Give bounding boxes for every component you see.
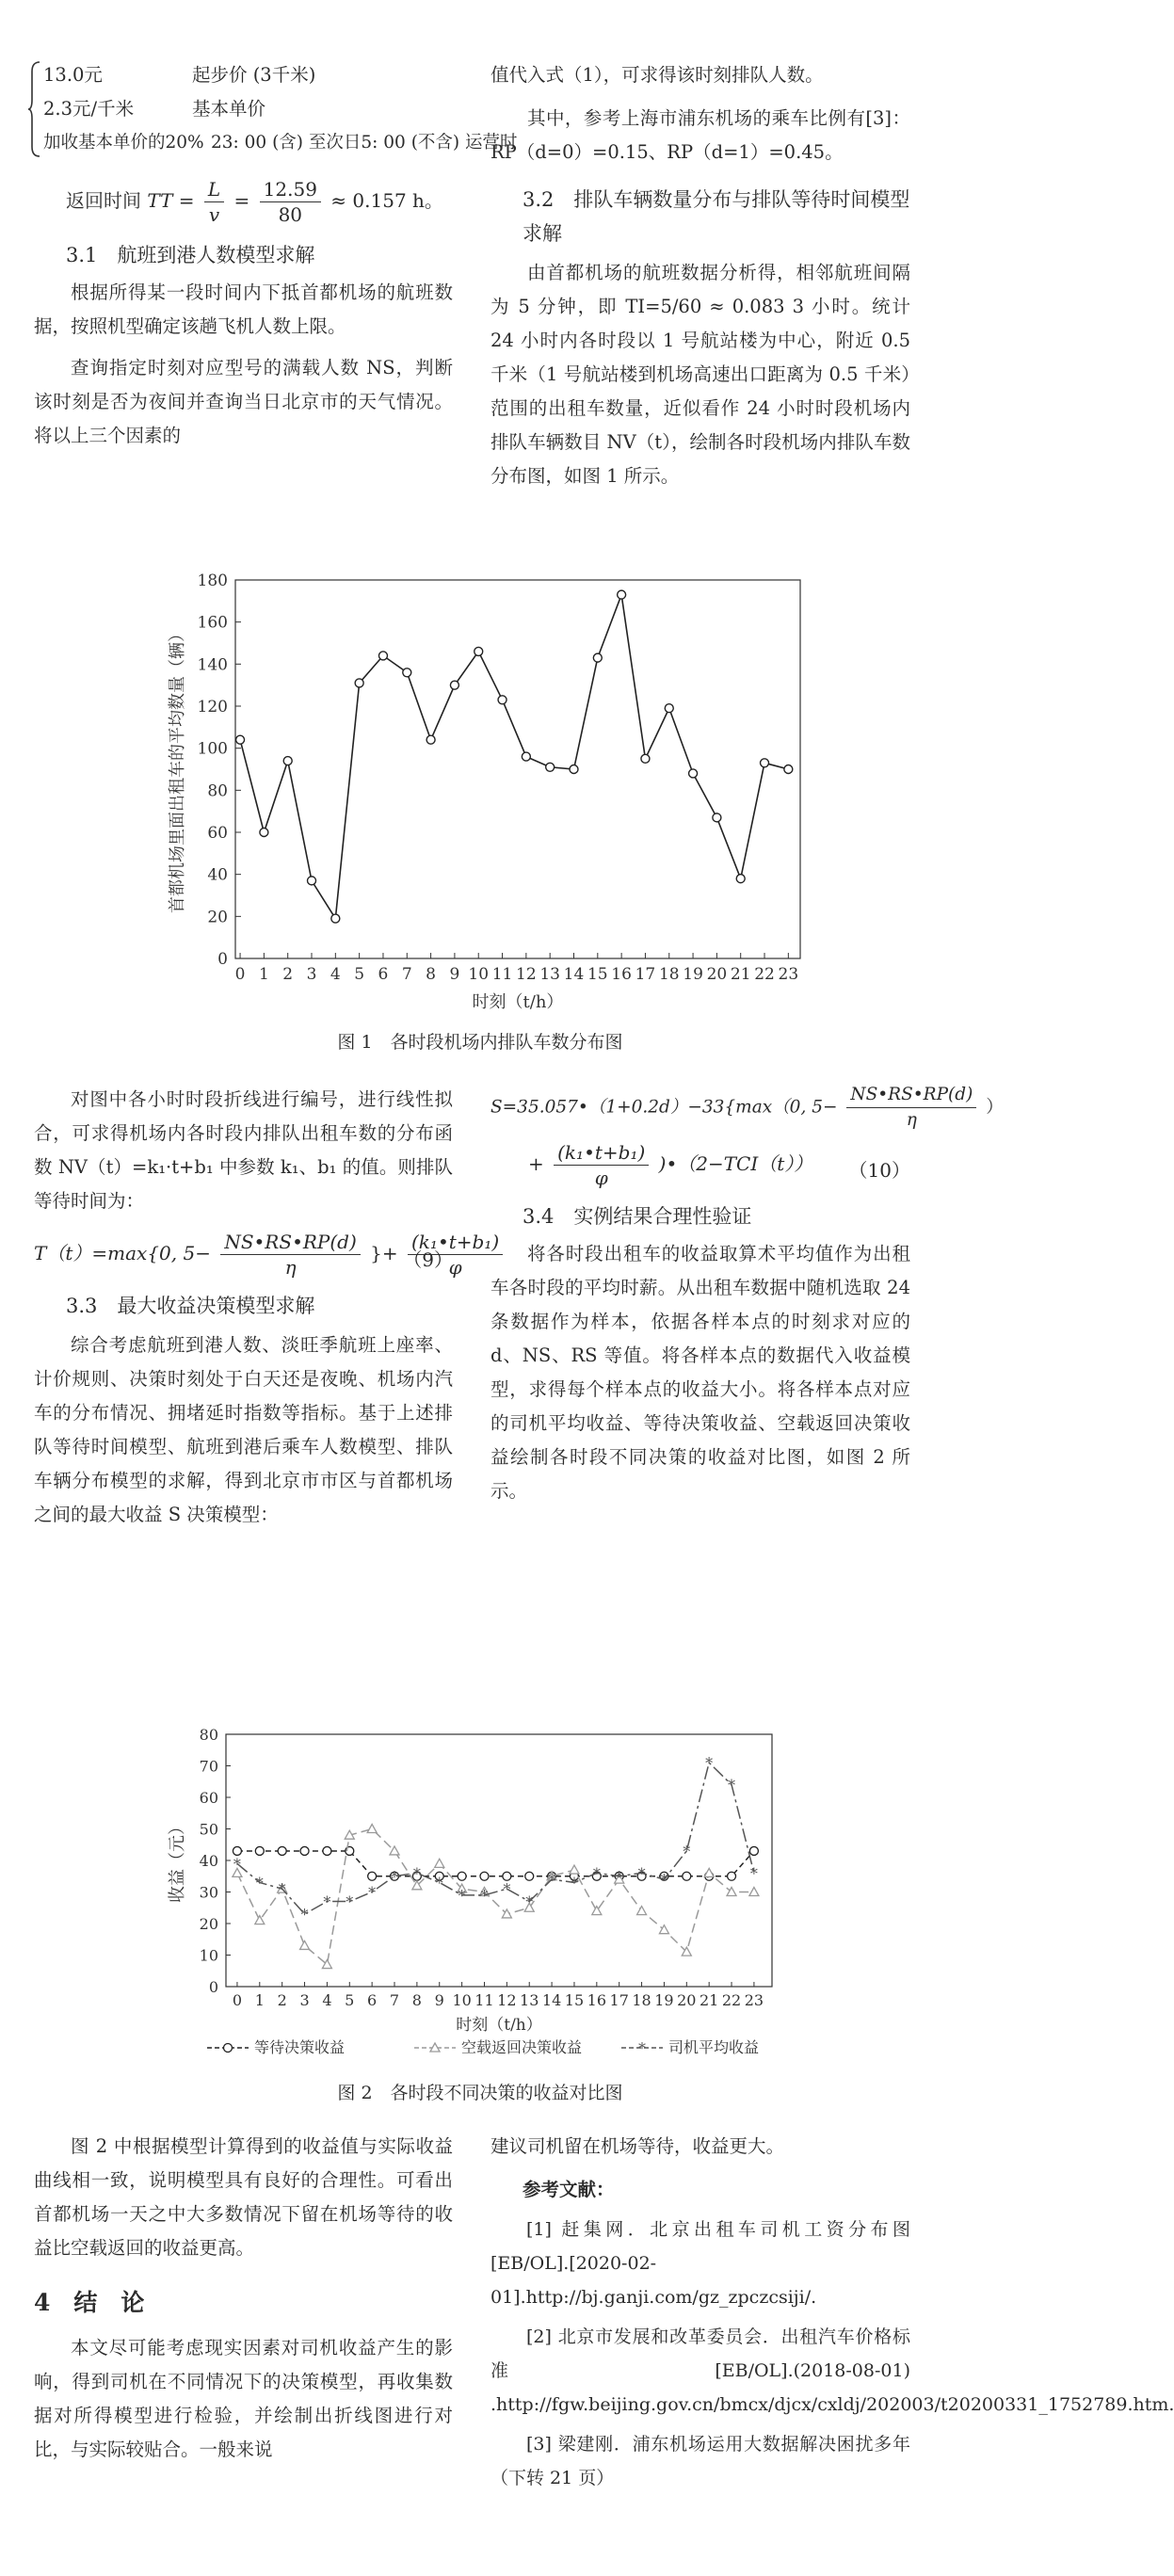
bottom-right-column	[491, 2130, 1174, 2495]
fare-row	[43, 126, 518, 160]
x-tick-label: 14	[541, 1991, 562, 2009]
y-axis-label: 首都机场里面出租车的平均数量（辆）	[168, 625, 187, 913]
data-point	[704, 1868, 714, 1876]
y-tick-label: 0	[217, 950, 228, 969]
data-point	[355, 679, 363, 687]
fare-value: 2.3元/千米	[43, 98, 135, 120]
fare-brace	[28, 60, 41, 158]
data-point: *	[503, 1880, 511, 1899]
data-point	[233, 1846, 241, 1855]
series-line	[237, 1763, 754, 1914]
x-tick-label: 18	[658, 965, 680, 984]
reference-item: [1] 赶集网．北京出租车司机工资分布图 [EB/OL].[2020-02-01].http://bj.ganji.com/gz_zpczcsiji/.	[491, 2219, 910, 2308]
paragraph: 值代入式（1），可求得该时刻排队人数。	[491, 64, 824, 86]
data-point	[308, 877, 316, 885]
data-point: *	[300, 1905, 309, 1924]
x-tick-label: 11	[474, 1991, 494, 2009]
paragraph: 其中，参考上海市浦东机场的乘车比例有[3]：RP（d=0）=0.15、RP（d=1）=0.45。	[491, 107, 910, 163]
x-tick-label: 10	[468, 965, 490, 984]
data-point	[458, 1872, 466, 1880]
x-tick-label: 15	[587, 965, 608, 984]
y-tick-label: 0	[208, 1978, 218, 1996]
data-point	[522, 752, 530, 761]
x-tick-label: 8	[426, 965, 437, 984]
paragraph: 图 2 中根据模型计算得到的收益值与实际收益曲线相一致，说明模型具有良好的合理性。可看出首都机场一天之中大多数情况下留在机场等待的收益比空载返回的收益更高。	[34, 2135, 453, 2259]
data-point	[736, 875, 745, 883]
figure-1	[141, 563, 819, 1053]
data-point	[255, 1846, 264, 1855]
data-point	[498, 696, 507, 704]
reference-item: [3] 梁建刚．浦东机场运用大数据解决困扰多年（下转 21 页）	[491, 2434, 910, 2488]
references-title: 参考文献：	[523, 2179, 615, 2200]
y-tick-label: 40	[199, 1852, 218, 1870]
x-tick-label: 1	[254, 1991, 265, 2009]
data-point: *	[749, 1864, 758, 1883]
legend-label: 等待决策收益	[254, 2038, 346, 2056]
data-point	[641, 754, 650, 763]
data-point: *	[637, 1864, 646, 1883]
data-point	[593, 653, 602, 662]
data-point	[323, 1846, 331, 1855]
data-point: *	[592, 1864, 601, 1883]
data-point: *	[368, 1883, 377, 1902]
x-tick-label: 7	[389, 1991, 400, 2009]
equation-number: （10）	[848, 1159, 910, 1182]
fare-desc: 23: 00 (含) 至次日5: 00 (不含) 运营时	[211, 133, 518, 153]
figure-1-caption: 图 1 各时段机场内排队车数分布图	[337, 1032, 623, 1053]
data-point	[378, 652, 387, 660]
data-point	[283, 757, 292, 765]
fare-row	[43, 58, 453, 92]
data-point: *	[548, 1871, 556, 1890]
figure-2-chart	[141, 1723, 819, 2071]
y-tick-label: 80	[207, 781, 228, 801]
data-point	[570, 765, 578, 774]
equation-10-line-1: S=35.057•（1+0.2d）−33{max（0, 5− $\frac{NS•RS•RP(d)}{\eta}$ ）	[491, 1085, 1004, 1130]
figure-2-caption: 图 2 各时段不同决策的收益对比图	[337, 2083, 623, 2103]
legend-label: 空载返回决策收益	[461, 2038, 583, 2056]
x-tick-label: 21	[730, 965, 751, 984]
x-tick-label: 12	[497, 1991, 517, 2009]
data-point: *	[412, 1864, 421, 1883]
x-tick-label: 3	[299, 1991, 310, 2009]
equation-9: T（t）=max{0, 5− $\frac{NS•RS•RP(d)}{\eta}$ }+ $\frac{\text{(k₁•t+b₁)}}{\varphi}$ （9）	[34, 1230, 453, 1280]
data-point	[749, 1888, 759, 1896]
fare-row	[43, 92, 453, 126]
data-point	[784, 765, 793, 774]
data-point	[236, 735, 245, 744]
paragraph: 由首都机场的航班数据分析得，相邻航班间隔为 5 分钟，即 TI=5/60 ≈ 0.083 3 小时。统计 24 小时内各时段以 1 号航站楼为中心，附近 0.5 千米（1 号航站楼到机场高速出口距离为 0.5 千米）范围的出租车数量，近似看作 24 小时时段机场内排队车辆数目 NV（t），绘制各时段机场内排队车数分布图，如图 1 所示。	[491, 262, 910, 487]
data-point	[435, 1859, 444, 1867]
x-tick-label: 14	[563, 965, 585, 984]
series-line	[240, 595, 788, 919]
x-tick-label: 12	[516, 965, 537, 984]
y-tick-label: 60	[199, 1789, 218, 1807]
data-point: *	[255, 1874, 264, 1892]
data-point: *	[480, 1886, 489, 1905]
y-tick-label: 120	[197, 698, 228, 716]
fare-table	[34, 58, 518, 160]
data-point: *	[638, 2039, 646, 2057]
x-tick-label: 1	[258, 965, 269, 984]
x-tick-label: 22	[721, 1991, 742, 2009]
section-3-1-title: 3.1 航班到港人数模型求解	[66, 244, 315, 266]
figure-1-chart	[141, 563, 819, 1024]
y-axis-label: 收益（元）	[168, 1818, 187, 1903]
data-point: *	[391, 1867, 399, 1886]
x-tick-label: 0	[234, 965, 246, 984]
x-tick-label: 17	[609, 1991, 629, 2009]
x-tick-label: 2	[282, 965, 294, 984]
plot-frame	[235, 580, 800, 958]
data-point	[368, 1872, 377, 1880]
equation-number: （9）	[403, 1248, 453, 1271]
data-point	[450, 681, 458, 689]
data-point	[300, 1940, 310, 1949]
section-4-title: 4 结 论	[34, 2289, 145, 2316]
data-point	[224, 2044, 233, 2053]
x-tick-label: 6	[367, 1991, 378, 2009]
data-point	[665, 704, 673, 713]
x-tick-label: 0	[232, 1991, 243, 2009]
x-tick-label: 11	[491, 965, 513, 984]
x-tick-label: 3	[306, 965, 317, 984]
data-point: *	[570, 1874, 578, 1892]
data-point: *	[728, 1776, 736, 1795]
y-tick-label: 80	[199, 1726, 218, 1744]
y-tick-label: 30	[199, 1883, 218, 1902]
x-axis-label: 时刻（t/h）	[456, 2016, 542, 2035]
data-point: *	[346, 1892, 354, 1911]
y-tick-label: 180	[197, 572, 228, 590]
x-tick-label: 19	[654, 1991, 674, 2009]
x-tick-label: 6	[378, 965, 389, 984]
bottom-left-column	[34, 2130, 453, 2467]
data-point: *	[278, 1880, 286, 1899]
data-point: *	[660, 1871, 668, 1890]
reference-item: [2] 北京市发展和改革委员会．出租汽车价格标准 [EB/OL].(2018-08-01) .http://fgw.beijing.gov.cn/bmcx/djcx/cxldj/202003/t20200331_1752789.htm.	[491, 2326, 1174, 2415]
x-tick-label: 4	[330, 965, 341, 984]
data-point	[260, 829, 268, 837]
x-tick-label: 23	[778, 965, 799, 984]
figure-2	[141, 1723, 819, 2109]
y-tick-label: 100	[197, 739, 228, 759]
x-tick-label: 19	[683, 965, 703, 984]
mid-right-column	[491, 1083, 1004, 1508]
paragraph: 根据所得某一段时间内下抵首都机场的航班数据，按照机型确定该趟飞机人数上限。	[34, 282, 453, 337]
data-point	[761, 759, 769, 767]
data-point	[403, 668, 411, 677]
data-point	[525, 1872, 534, 1880]
fare-value: 加收基本单价的20%	[43, 133, 204, 153]
paragraph: 综合考虑航班到港人数、淡旺季航班上座率、计价规则、决策时刻处于白天还是夜晚、机场内汽车的分布情况、拥堵延时指数等指标。基于上述排队等待时间模型、航班到港后乘车人数模型、排队车辆分布模型的求解，得到北京市市区与首都机场之间的最大收益 S 决策模型：	[34, 1334, 453, 1525]
fare-value: 13.0元	[43, 64, 103, 86]
y-tick-label: 160	[197, 613, 228, 633]
y-tick-label: 50	[199, 1820, 218, 1839]
y-tick-label: 70	[199, 1757, 218, 1776]
section-3-2-title: 3.2 排队车辆数量分布与排队等待时间模型求解	[523, 188, 910, 245]
paragraph: 建议司机留在机场等待，收益更大。	[491, 2135, 785, 2157]
x-tick-label: 16	[611, 965, 632, 984]
x-tick-label: 18	[632, 1991, 651, 2009]
x-tick-label: 10	[452, 1991, 472, 2009]
section-3-3-title: 3.3 最大收益决策模型求解	[66, 1295, 315, 1317]
data-point: *	[323, 1892, 331, 1911]
x-tick-label: 16	[587, 1991, 607, 2009]
x-tick-label: 23	[744, 1991, 764, 2009]
x-tick-label: 13	[520, 1991, 539, 2009]
legend-label: 司机平均收益	[668, 2038, 760, 2056]
x-tick-label: 2	[277, 1991, 287, 2009]
data-point: *	[683, 1842, 691, 1860]
paragraph: 本文尽可能考虑现实因素对司机收益产生的影响，得到司机在不同情况下的决策模型，再收集数据对所得模型进行检验，并绘制出折线图进行对比，与实际较贴合。一般来说	[34, 2337, 453, 2460]
y-tick-label: 40	[207, 865, 228, 885]
data-point	[390, 1846, 399, 1855]
paragraph: 将各时段出租车的收益取算术平均值作为出租车各时段的平均时薪。从出租车数据中随机选取 24 条数据作为样本，依据各样本点的时刻求对应的 d、NS、RS 等值。将各样本点的数据代入收益模型，求得每个样本点的收益大小。将各样本点对应的司机平均收益、等待决策收益、空载返回决策收益绘制各时段不同决策的收益对比图，如图 2 所示。	[491, 1243, 910, 1502]
x-tick-label: 5	[354, 965, 365, 984]
x-tick-label: 5	[345, 1991, 355, 2009]
paragraph: 对图中各小时时段折线进行编号，进行线性拟合，可求得机场内各时段内排队出租车数的分布函数 NV（t）=k₁·t+b₁ 中参数 k₁、b₁ 的值。则排队等待时间为：	[34, 1088, 453, 1212]
right-top-column	[491, 58, 910, 493]
series-line	[237, 1829, 754, 1965]
mid-left-column	[34, 1083, 500, 1532]
x-tick-label: 22	[754, 965, 775, 984]
x-tick-label: 20	[677, 1991, 697, 2009]
data-point: *	[233, 1855, 241, 1874]
left-top-column	[34, 58, 518, 453]
y-tick-label: 20	[199, 1915, 218, 1933]
data-point: *	[615, 1867, 623, 1886]
y-tick-label: 60	[207, 824, 228, 843]
data-point	[683, 1872, 691, 1880]
x-tick-label: 21	[699, 1991, 719, 2009]
y-tick-label: 20	[207, 908, 228, 927]
data-point: *	[458, 1886, 466, 1905]
data-point	[367, 1825, 377, 1833]
data-point	[713, 813, 721, 822]
x-tick-label: 4	[322, 1991, 332, 2009]
data-point	[546, 763, 555, 771]
section-3-4-title: 3.4 实例结果合理性验证	[523, 1205, 752, 1228]
x-tick-label: 15	[564, 1991, 585, 2009]
data-point	[618, 590, 626, 599]
data-point	[300, 1846, 309, 1855]
x-tick-label: 9	[434, 1991, 444, 2009]
data-point	[749, 1846, 758, 1855]
data-point	[689, 769, 698, 778]
data-point	[637, 1907, 647, 1915]
data-point	[278, 1846, 286, 1855]
y-tick-label: 140	[197, 655, 228, 675]
x-axis-label: 时刻（t/h）	[472, 992, 564, 1012]
return-time-equation: 返回时间 TT = $\frac{L}{v}$ = $\frac{12.59}{80}$ ≈ 0.157 h。	[66, 178, 443, 226]
equation-10-line-2: + $\frac{\text{(k₁•t+b₁)}}{\varphi}$ )•（2−TCI（t）） （10）	[528, 1141, 910, 1189]
x-tick-label: 7	[401, 965, 412, 984]
data-point	[503, 1872, 511, 1880]
data-point	[331, 914, 340, 923]
x-tick-label: 17	[635, 965, 656, 984]
fare-desc: 起步价 (3千米)	[192, 64, 316, 86]
paragraph: 查询指定时刻对应型号的满载人数 NS，判断该时刻是否为夜间并查询当日北京市的天气情况。将以上三个因素的	[34, 357, 453, 446]
data-point	[728, 1872, 736, 1880]
data-point	[474, 647, 483, 655]
x-tick-label: 20	[706, 965, 728, 984]
data-point	[426, 735, 435, 744]
data-point: *	[525, 1892, 534, 1911]
data-point	[480, 1872, 489, 1880]
x-tick-label: 8	[411, 1991, 422, 2009]
fare-desc: 基本单价	[192, 98, 266, 120]
x-tick-label: 13	[539, 965, 560, 984]
x-tick-label: 9	[449, 965, 460, 984]
data-point: *	[705, 1754, 714, 1773]
data-point: *	[435, 1874, 443, 1892]
y-tick-label: 10	[199, 1946, 218, 1965]
data-point	[570, 1865, 579, 1874]
